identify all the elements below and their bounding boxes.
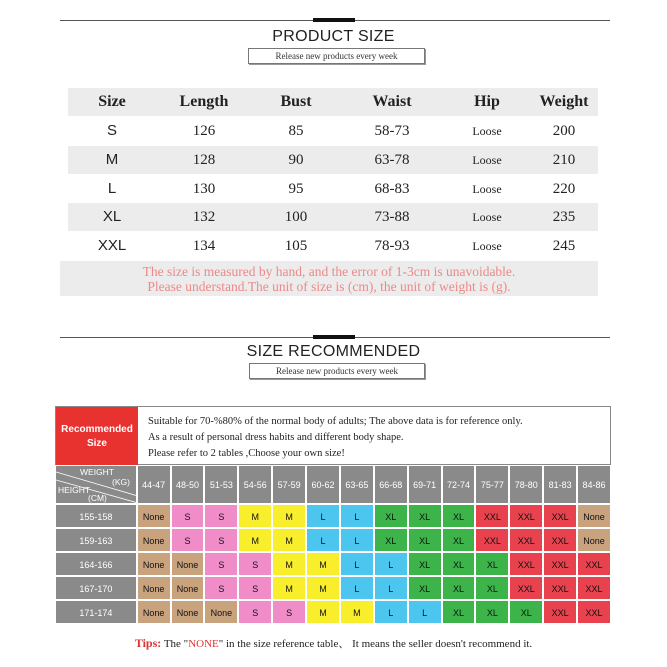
size-cell-s: S bbox=[272, 600, 306, 624]
weight-range-header: 63-65 bbox=[340, 465, 374, 504]
size-cell-l: L bbox=[374, 576, 408, 600]
size-cell-xl: XL bbox=[408, 552, 442, 576]
size-cell-m: M bbox=[306, 552, 340, 576]
size-table-cell: XL bbox=[102, 208, 122, 225]
tips-label: Tips: bbox=[134, 636, 162, 650]
size-table-row bbox=[68, 146, 598, 174]
height-row bbox=[55, 504, 611, 528]
size-table-row bbox=[68, 175, 598, 203]
size-table-cell: 68-83 bbox=[374, 181, 410, 197]
size-table-cell: 126 bbox=[192, 123, 216, 139]
size-cell-xl: XL bbox=[408, 528, 442, 552]
tips-text-before: The " bbox=[161, 638, 189, 650]
size-cell-l: L bbox=[408, 600, 442, 624]
size-cell-m: M bbox=[272, 552, 306, 576]
size-table-cell: 128 bbox=[192, 152, 216, 168]
size-table-header-cell: Hip bbox=[474, 93, 500, 110]
size-cell-s: S bbox=[238, 552, 272, 576]
corner-cm-label: (CM) bbox=[88, 493, 107, 503]
tips-text-after: " in the size reference table、 It means the seller doesn't recommend it. bbox=[218, 638, 533, 650]
weight-range-header: 48-50 bbox=[171, 465, 205, 504]
size-cell-s: S bbox=[171, 504, 205, 528]
height-range-label: 167-170 bbox=[55, 576, 137, 600]
weight-range-header: 75-77 bbox=[475, 465, 509, 504]
size-table-cell: 63-78 bbox=[374, 152, 410, 168]
size-table-header-cell: Length bbox=[179, 93, 229, 110]
size-table-cell: XXL bbox=[97, 237, 127, 254]
measurement-note-line1: The size is measured by hand, and the error of 1-3cm is unavoidable. bbox=[142, 264, 516, 279]
weight-range-header: 54-56 bbox=[238, 465, 272, 504]
size-cell-l: L bbox=[374, 600, 408, 624]
badge-line1: Recommended bbox=[61, 423, 133, 435]
size-cell-l: L bbox=[306, 504, 340, 528]
size-cell-l: L bbox=[340, 528, 374, 552]
size-cell-none: None bbox=[204, 600, 238, 624]
size-cell-xxl: XXL bbox=[475, 504, 509, 528]
size-table-cell: 95 bbox=[288, 181, 304, 197]
size-cell-none: None bbox=[137, 576, 171, 600]
size-cell-s: S bbox=[204, 552, 238, 576]
size-cell-s: S bbox=[238, 576, 272, 600]
weight-range-header: 60-62 bbox=[306, 465, 340, 504]
size-cell-xxl: XXL bbox=[543, 600, 577, 624]
size-table-cell: 235 bbox=[552, 209, 576, 225]
weight-range-header: 84-86 bbox=[577, 465, 611, 504]
size-cell-xl: XL bbox=[374, 504, 408, 528]
size-table-cell: Loose bbox=[472, 210, 502, 224]
weight-header-row bbox=[55, 465, 611, 504]
size-table-cell: Loose bbox=[472, 124, 502, 138]
height-range-label: 171-174 bbox=[55, 600, 137, 624]
size-cell-s: S bbox=[171, 528, 205, 552]
size-cell-s: S bbox=[238, 600, 272, 624]
size-table-header-cell: Bust bbox=[280, 93, 312, 110]
weight-range-header: 51-53 bbox=[204, 465, 238, 504]
height-range-label: 159-163 bbox=[55, 528, 137, 552]
weight-range-header: 44-47 bbox=[137, 465, 171, 504]
size-cell-xl: XL bbox=[408, 504, 442, 528]
size-table-row bbox=[68, 203, 598, 231]
size-table-cell: 85 bbox=[288, 123, 304, 139]
size-cell-xl: XL bbox=[442, 528, 476, 552]
recommendation-note-line: Suitable for 70-%80% of the normal body of adults; The above data is for reference only. bbox=[148, 416, 523, 427]
size-table-header-cell: Size bbox=[98, 93, 126, 110]
size-table-cell: Loose bbox=[472, 182, 502, 196]
size-cell-xxl: XXL bbox=[509, 576, 543, 600]
size-cell-l: L bbox=[340, 504, 374, 528]
size-cell-xxl: XXL bbox=[543, 528, 577, 552]
size-cell-none: None bbox=[137, 552, 171, 576]
size-table-header-cell: Weight bbox=[539, 93, 589, 110]
product-size-title: PRODUCT SIZE bbox=[272, 28, 395, 45]
section1-divider-accent bbox=[313, 18, 355, 22]
size-table-cell: Loose bbox=[472, 239, 502, 253]
size-table-cell: M bbox=[105, 151, 119, 168]
recommendation-notes bbox=[148, 414, 523, 462]
size-cell-none: None bbox=[577, 528, 611, 552]
size-cell-xl: XL bbox=[509, 600, 543, 624]
size-cell-m: M bbox=[238, 504, 272, 528]
size-cell-m: M bbox=[272, 528, 306, 552]
corner-kg-label: (KG) bbox=[112, 477, 130, 487]
height-range-label: 164-166 bbox=[55, 552, 137, 576]
size-cell-none: None bbox=[171, 600, 205, 624]
corner-weight-label: WEIGHT bbox=[80, 467, 114, 477]
recommended-size-badge bbox=[56, 407, 138, 466]
size-table-cell: 200 bbox=[552, 123, 576, 139]
size-cell-none: None bbox=[171, 552, 205, 576]
recommendation-note-line: As a result of personal dress habits and different body shape. bbox=[148, 432, 404, 443]
recommendation-note-line: Please refer to 2 tables ,Choose your own size! bbox=[148, 448, 345, 459]
weight-range-header: 57-59 bbox=[272, 465, 306, 504]
recommendation-info-block bbox=[55, 406, 611, 465]
size-cell-none: None bbox=[137, 600, 171, 624]
size-cell-xxl: XXL bbox=[509, 504, 543, 528]
size-table-cell: 58-73 bbox=[374, 123, 410, 139]
size-cell-s: S bbox=[204, 528, 238, 552]
size-cell-m: M bbox=[306, 576, 340, 600]
size-cell-xxl: XXL bbox=[577, 576, 611, 600]
size-cell-m: M bbox=[272, 504, 306, 528]
height-row bbox=[55, 528, 611, 552]
size-cell-l: L bbox=[340, 576, 374, 600]
size-cell-l: L bbox=[340, 552, 374, 576]
height-row bbox=[55, 600, 611, 624]
size-table-cell: 220 bbox=[552, 181, 576, 197]
size-cell-m: M bbox=[306, 600, 340, 624]
size-cell-xl: XL bbox=[475, 552, 509, 576]
size-cell-xxl: XXL bbox=[475, 528, 509, 552]
size-cell-none: None bbox=[137, 504, 171, 528]
size-table-cell: 134 bbox=[192, 238, 216, 254]
size-cell-xxl: XXL bbox=[577, 600, 611, 624]
size-table-cell: 210 bbox=[552, 152, 576, 168]
size-table-cell: 100 bbox=[284, 209, 308, 225]
size-table-cell: 130 bbox=[192, 181, 216, 197]
size-table-header-cell: Waist bbox=[372, 93, 412, 110]
size-cell-m: M bbox=[340, 600, 374, 624]
product-size-subtitle: Release new products every week bbox=[248, 48, 425, 64]
measurement-note-line2: Please understand.The unit of size is (cm), the unit of weight is (g). bbox=[147, 279, 511, 294]
size-cell-xl: XL bbox=[442, 600, 476, 624]
size-cell-xxl: XXL bbox=[543, 576, 577, 600]
size-cell-m: M bbox=[238, 528, 272, 552]
size-cell-xxl: XXL bbox=[577, 552, 611, 576]
tips-none-word: NONE bbox=[188, 638, 219, 650]
size-cell-l: L bbox=[374, 552, 408, 576]
size-table-cell: 78-93 bbox=[374, 238, 410, 254]
tips-line bbox=[0, 635, 667, 651]
size-cell-xl: XL bbox=[442, 576, 476, 600]
size-cell-xl: XL bbox=[442, 504, 476, 528]
height-range-label: 155-158 bbox=[55, 504, 137, 528]
size-cell-none: None bbox=[577, 504, 611, 528]
weight-range-header: 81-83 bbox=[543, 465, 577, 504]
section2-divider-accent bbox=[313, 335, 355, 339]
size-table-cell: 73-88 bbox=[374, 209, 410, 225]
size-cell-xl: XL bbox=[408, 576, 442, 600]
measurement-note bbox=[60, 261, 598, 296]
size-recommended-title: SIZE RECOMMENDED bbox=[246, 343, 421, 360]
size-table-header-row bbox=[68, 88, 598, 116]
size-table-cell: 90 bbox=[288, 152, 304, 168]
height-row bbox=[55, 552, 611, 576]
corner-height-label: HEIGHT bbox=[58, 485, 91, 495]
size-cell-m: M bbox=[272, 576, 306, 600]
size-recommended-subtitle: Release new products every week bbox=[249, 363, 425, 379]
size-table-cell: S bbox=[106, 122, 117, 139]
height-row bbox=[55, 576, 611, 600]
size-table-cell: L bbox=[107, 180, 117, 197]
weight-range-header: 72-74 bbox=[442, 465, 476, 504]
size-cell-none: None bbox=[171, 576, 205, 600]
badge-line2: Size bbox=[86, 437, 107, 449]
size-cell-xxl: XXL bbox=[509, 552, 543, 576]
size-cell-xl: XL bbox=[475, 576, 509, 600]
size-cell-none: None bbox=[137, 528, 171, 552]
grid-corner-cell bbox=[55, 465, 137, 504]
size-cell-l: L bbox=[306, 528, 340, 552]
size-table-cell: 105 bbox=[284, 238, 308, 254]
size-cell-xl: XL bbox=[475, 600, 509, 624]
size-cell-xxl: XXL bbox=[543, 552, 577, 576]
weight-range-header: 66-68 bbox=[374, 465, 408, 504]
size-table-cell: Loose bbox=[472, 153, 502, 167]
size-cell-s: S bbox=[204, 504, 238, 528]
size-table-row bbox=[68, 232, 598, 260]
size-cell-xl: XL bbox=[442, 552, 476, 576]
size-cell-xxl: XXL bbox=[509, 528, 543, 552]
weight-range-header: 78-80 bbox=[509, 465, 543, 504]
size-cell-xl: XL bbox=[374, 528, 408, 552]
size-cell-s: S bbox=[204, 576, 238, 600]
size-cell-xxl: XXL bbox=[543, 504, 577, 528]
size-table-cell: 245 bbox=[552, 238, 576, 254]
size-table-row bbox=[68, 117, 598, 145]
weight-range-header: 69-71 bbox=[408, 465, 442, 504]
size-table-cell: 132 bbox=[192, 209, 216, 225]
